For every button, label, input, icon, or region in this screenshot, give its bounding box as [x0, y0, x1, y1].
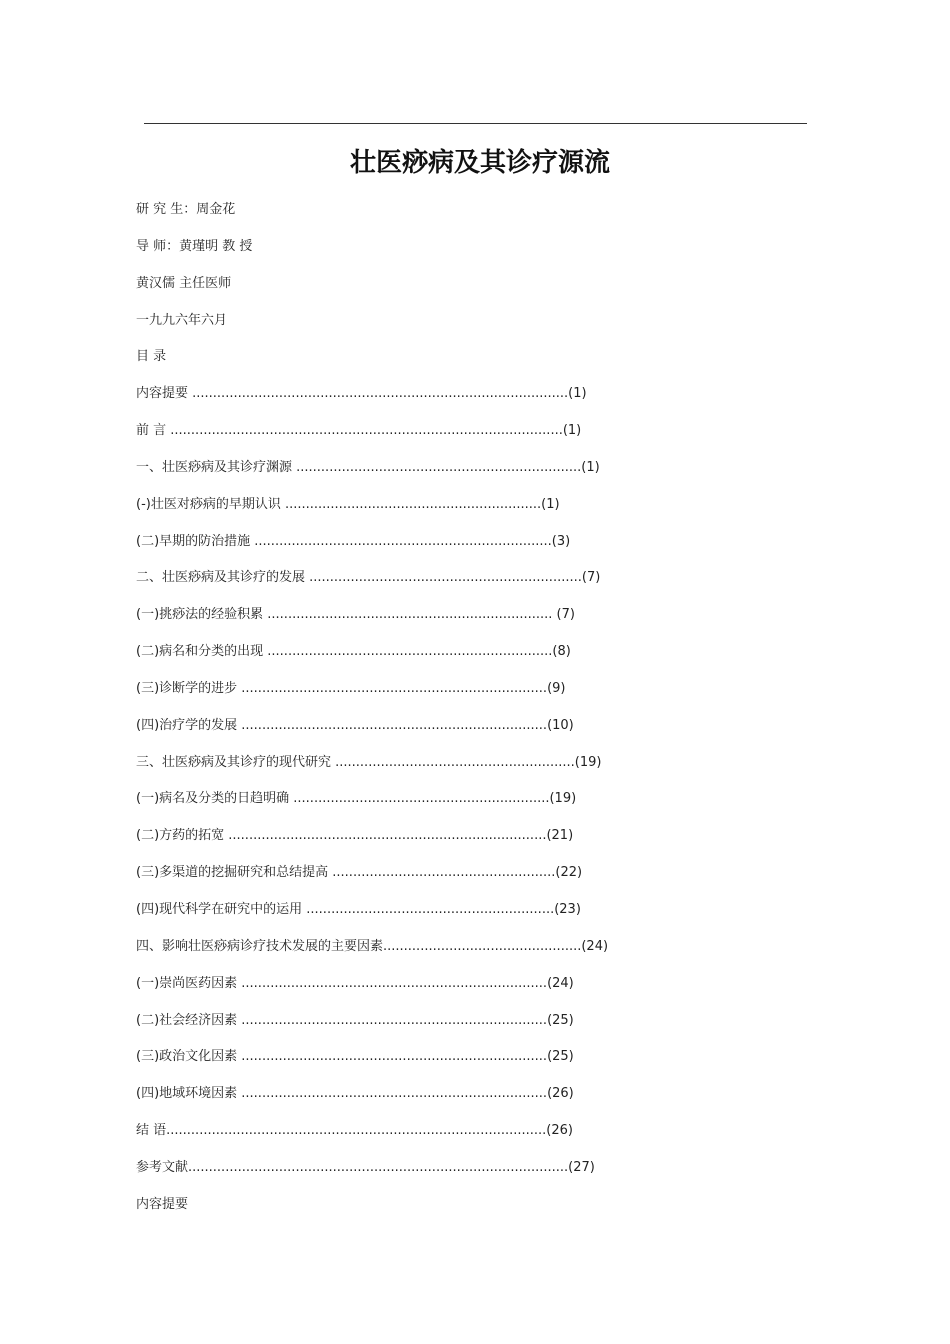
- toc-entry: (四)治疗学的发展 ..........................................................................(10): [136, 718, 574, 733]
- toc-entry: (一)崇尚医药因素 ..........................................................................(24): [136, 976, 574, 991]
- toc-entry: (四)地域环境因素 ..........................................................................(26): [136, 1086, 574, 1101]
- toc-entry: 参考文献............................................................................................(27): [136, 1160, 595, 1175]
- toc-entry: (三)政治文化因素 ..........................................................................(25): [136, 1049, 574, 1064]
- toc-entry: 二、壮医痧病及其诊疗的发展 ..................................................................(7): [136, 570, 601, 585]
- toc-entry: (一)挑痧法的经验积累 ..................................................................... (7): [136, 607, 575, 622]
- toc-entry: 前 言 ...............................................................................................(1): [136, 423, 582, 438]
- toc-entry: (三)诊断学的进步 ..........................................................................(9): [136, 681, 566, 696]
- toc-entry: 内容提要 ...........................................................................................(1): [136, 386, 587, 401]
- author-line: 研 究 生：周金花: [136, 202, 236, 217]
- toc-entry: (二)早期的防治措施 ........................................................................(3): [136, 534, 571, 549]
- toc-entry: 三、壮医痧病及其诊疗的现代研究 ..........................................................(19): [136, 755, 602, 770]
- toc-entry: (一)病名及分类的日趋明确 ..............................................................(19): [136, 791, 577, 806]
- toc-entry: (三)多渠道的挖掘研究和总结提高 ......................................................(22): [136, 865, 583, 880]
- toc-entry: (二)方药的拓宽 .............................................................................(21): [136, 828, 574, 843]
- toc-entry: (四)现代科学在研究中的运用 ............................................................(23): [136, 902, 581, 917]
- toc-entry: 四、影响壮医痧病诊疗技术发展的主要因素................................................(24): [136, 939, 609, 954]
- toc-entry: 一、壮医痧病及其诊疗渊源 .....................................................................(1): [136, 460, 600, 475]
- toc-entry: (二)社会经济因素 ..........................................................................(25): [136, 1013, 574, 1028]
- toc-entry: (二)病名和分类的出现 .....................................................................(8): [136, 644, 571, 659]
- toc-heading: 目 录: [136, 349, 167, 364]
- section-heading: 内容提要: [136, 1197, 189, 1212]
- date-line: 一九九六年六月: [136, 313, 228, 328]
- document-title: 壮医痧病及其诊疗源流: [349, 148, 610, 178]
- co-advisor-line: 黄汉儒 主任医师: [136, 276, 232, 291]
- toc-entry: (-)壮医对痧病的早期认识 ..............................................................(1): [136, 497, 560, 512]
- advisor-line: 导 师：黄瑾明 教 授: [136, 239, 253, 254]
- header-rule: [144, 123, 807, 124]
- toc-entry: 结 语............................................................................................(26): [136, 1123, 573, 1138]
